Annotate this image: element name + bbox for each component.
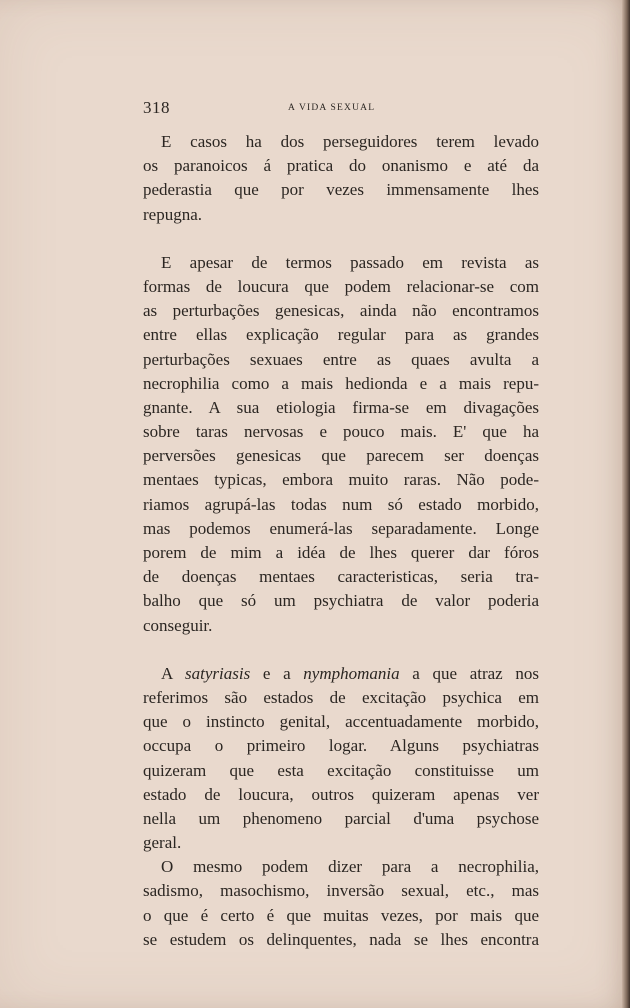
text-line: necrophilia como a mais hedionda e a mais repu- — [143, 373, 539, 393]
text-run: A — [161, 663, 186, 683]
text-line: sadismo, masochismo, inversão sexual, etc., mas — [143, 881, 539, 901]
paragraph-gap — [143, 638, 539, 662]
page-edge — [622, 0, 630, 1008]
text-line: formas de loucura que podem relacionar-se com — [143, 276, 539, 296]
text-line: quizeram que esta excitação constituisse um — [143, 760, 539, 780]
text-line: gnante. A sua etiologia firma-se em divagações — [143, 397, 539, 417]
paragraph-1 — [143, 130, 539, 227]
text-line: pederastia que por vezes immensamente lhes — [143, 180, 539, 200]
text-line: perversões genesicas que parecem ser doenças — [143, 446, 539, 466]
page-number: 318 — [143, 98, 170, 117]
paragraph-3 — [143, 662, 539, 856]
text-line: riamos agrupá-las todas num só estado morbido, — [143, 494, 539, 514]
text-line: geral. — [143, 833, 182, 853]
text-run: a que atraz nos — [399, 663, 540, 683]
text-run: e a — [250, 663, 304, 683]
text-line: repugna. — [143, 204, 203, 224]
running-title: A VIDA SEXUAL — [288, 103, 376, 113]
running-head — [143, 98, 543, 120]
italic-term: satyriasis — [185, 663, 251, 683]
text-line: referimos são estados de excitação psychica em — [143, 687, 539, 707]
text-line: mentaes typicas, embora muito raras. Não pode- — [143, 470, 539, 490]
body-text — [143, 130, 539, 952]
text-line: perturbações sexuaes entre as quaes avulta a — [143, 349, 539, 369]
text-line: sobre taras nervosas e pouco mais. E' que ha — [143, 422, 539, 442]
text-line: que o instincto genital, accentuadamente morbido, — [143, 712, 539, 732]
text-line: as perturbações genesicas, ainda não encontramos — [143, 301, 539, 321]
text-line: porem de mim a idéa de lhes querer dar fóros — [143, 543, 539, 562]
paragraph-4 — [143, 855, 539, 952]
text-line: de doenças mentaes caracteristicas, seria tra- — [143, 567, 539, 587]
text-line: mas podemos enumerá-las separadamente. Longe — [143, 518, 539, 538]
text-line: balho que só um psychiatra de valor poderia — [143, 591, 539, 611]
italic-term: nymphomania — [303, 663, 400, 683]
text-line: conseguir. — [143, 615, 213, 635]
paragraph-2 — [143, 251, 539, 638]
text-line: E casos ha dos perseguidores terem levado — [161, 132, 539, 151]
text-line: entre ellas explicação regular para as grandes — [143, 325, 539, 345]
text-line: nella um phenomeno parcial d'uma psychose — [143, 808, 539, 828]
text-line: os paranoicos á pratica do onanismo e até da — [143, 156, 539, 176]
text-line — [143, 662, 539, 686]
paragraph-gap — [143, 227, 539, 251]
text-line: o que é certo é que muitas vezes, por mais que — [143, 905, 539, 925]
text-line: occupa o primeiro logar. Alguns psychiatras — [143, 736, 539, 756]
text-line: O mesmo podem dizer para a necrophilia, — [161, 857, 539, 877]
text-line: E apesar de termos passado em revista as — [161, 252, 539, 272]
text-line: se estudem os delinquentes, nada se lhes encontra — [143, 929, 539, 949]
text-line: estado de loucura, outros quizeram apenas ver — [143, 784, 539, 804]
